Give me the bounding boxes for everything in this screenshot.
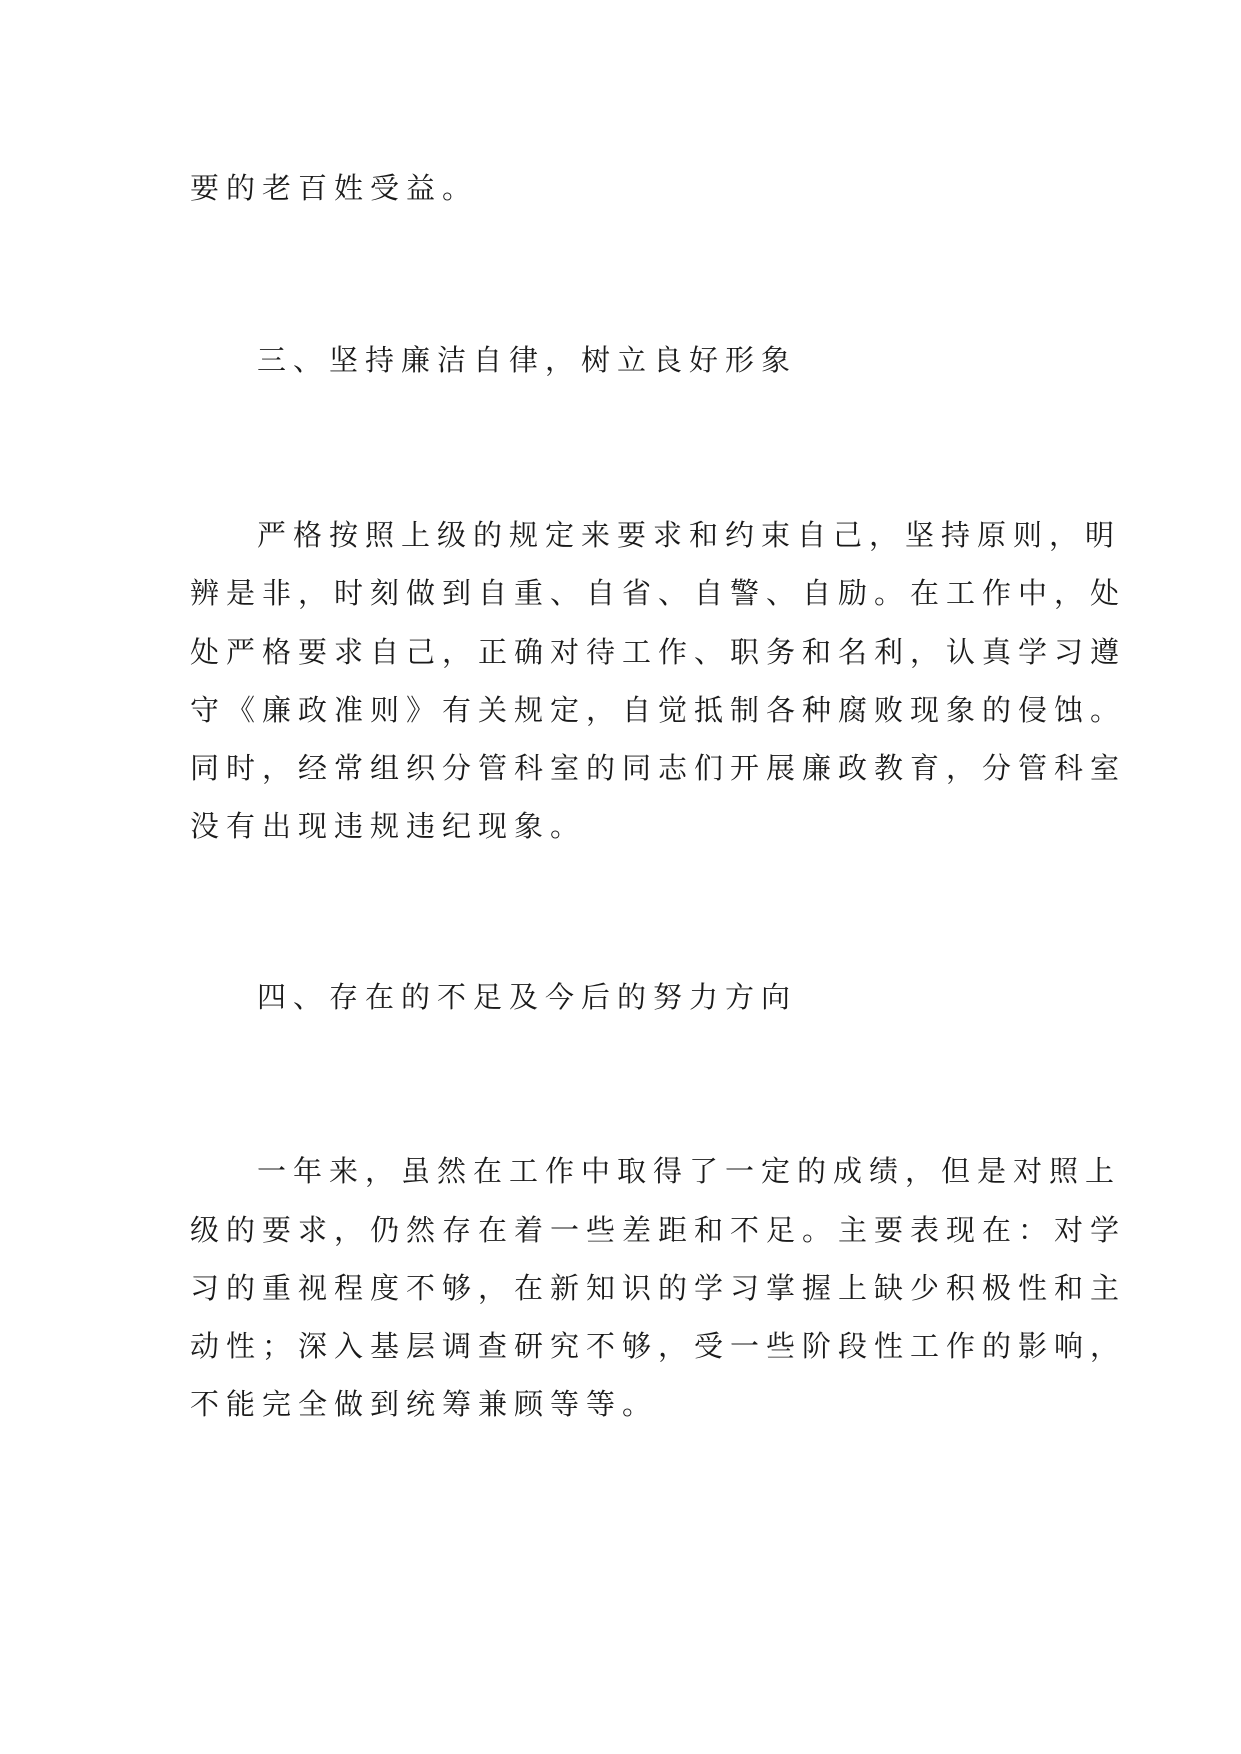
paragraph-line: 守《廉政准则》有关规定，自觉抵制各种腐败现象的侵蚀。 (190, 693, 1127, 727)
paragraph-line: 习的重视程度不够，在新知识的学习掌握上缺少积极性和主 (190, 1271, 1127, 1305)
section-heading-three: 三、坚持廉洁自律，树立良好形象 (257, 343, 798, 377)
paragraph-line: 不能完全做到统筹兼顾等等。 (190, 1387, 659, 1421)
section-heading-four: 四、存在的不足及今后的努力方向 (257, 980, 798, 1014)
paragraph-line: 要的老百姓受益。 (190, 171, 479, 205)
paragraph-line: 严格按照上级的规定来要求和约束自己，坚持原则，明 (257, 518, 1122, 552)
paragraph-line: 处严格要求自己，正确对待工作、职务和名利，认真学习遵 (190, 635, 1127, 669)
paragraph-line: 一年来，虽然在工作中取得了一定的成绩，但是对照上 (257, 1154, 1122, 1188)
paragraph-line: 辨是非，时刻做到自重、自省、自警、自励。在工作中，处 (190, 576, 1127, 610)
paragraph-line: 动性；深入基层调查研究不够，受一些阶段性工作的影响， (190, 1329, 1127, 1363)
paragraph-line: 级的要求，仍然存在着一些差距和不足。主要表现在：对学 (190, 1213, 1127, 1247)
paragraph-line: 同时，经常组织分管科室的同志们开展廉政教育，分管科室 (190, 751, 1127, 785)
paragraph-line: 没有出现违规违纪现象。 (190, 809, 587, 843)
